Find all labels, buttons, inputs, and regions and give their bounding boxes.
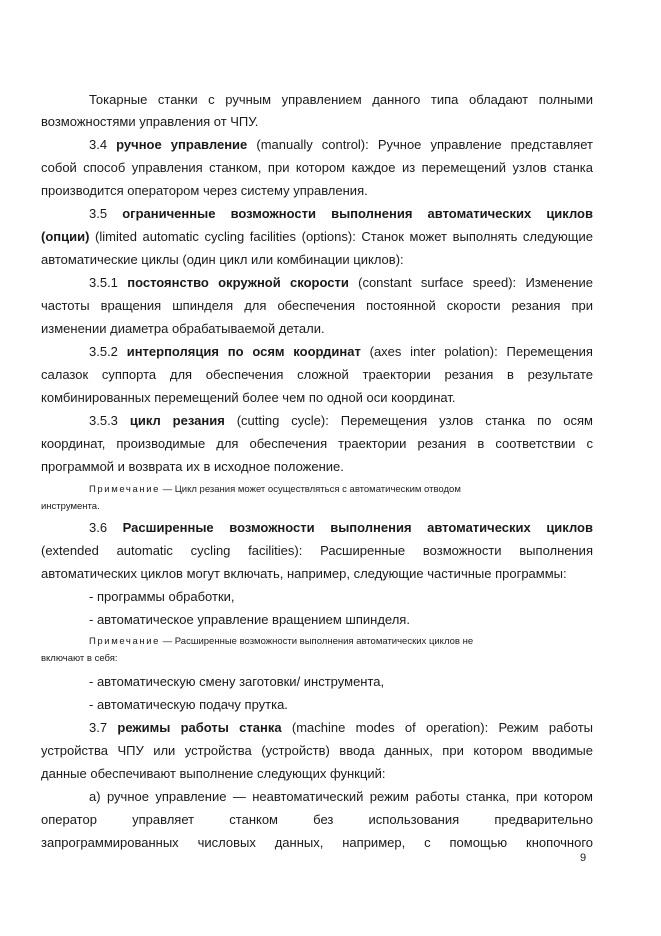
paragraph-line: возможностями управления от ЧПУ.: [41, 114, 259, 129]
note-line1: [89, 484, 593, 496]
section-number: 3.7: [89, 720, 108, 735]
note-text: — Цикл резания может осуществляться с автоматическим отводом: [162, 484, 461, 495]
section-3-5-line1: [89, 206, 593, 222]
paragraph-line: автоматических циклов могут включать, например, следующие частичные программы:: [41, 566, 567, 581]
note-label: Примечание: [89, 636, 160, 647]
paragraph-line: комбинированных перемещений более чем по одной оси координат.: [41, 390, 456, 405]
term: постоянство окружной скорости: [127, 275, 349, 290]
list-item: - автоматическую смену заготовки/ инструмента,: [89, 674, 385, 689]
section-3-5-2-line1: [89, 344, 593, 360]
paragraph-line: программой и возврата их в исходное положение.: [41, 459, 344, 474]
section-number: 3.5.1: [89, 275, 118, 290]
paragraph-line: запрограммированных числовых данных, например, с помощью кнопочного: [41, 835, 593, 850]
paragraph-line: устройства ЧПУ или устройства (устройств) ввода данных, при котором вводимые: [41, 743, 593, 758]
paragraph-line: (extended automatic cycling facilities): Расширенные возможности выполнения: [41, 543, 593, 558]
paragraph-line: собой способ управления станком, при котором каждое из перемещений узлов станка: [41, 160, 593, 175]
section-3-4-line1: [89, 137, 593, 153]
note-label: Примечание: [89, 484, 160, 495]
section-number: 3.5: [89, 206, 108, 221]
section-number: 3.5.2: [89, 344, 118, 359]
term-definition: (manually control): Ручное управление представляет: [256, 137, 593, 152]
paragraph-line: производится оператором через систему управления.: [41, 183, 368, 198]
term-definition: (cutting cycle): Перемещения узлов станка по осям: [236, 413, 593, 428]
section-3-5-line2: [41, 229, 593, 245]
term: цикл резания: [129, 413, 225, 428]
section-3-5-1-line1: [89, 275, 593, 291]
list-item: - программы обработки,: [89, 589, 235, 604]
note-line1: [89, 636, 593, 648]
paragraph-line: изменении диаметра обрабатываемой детали.: [41, 321, 325, 336]
section-3-5-3-line1: [89, 413, 593, 429]
section-number: 3.5.3: [89, 413, 118, 428]
page-number: 9: [580, 852, 587, 864]
section-3-6-line1: [89, 520, 593, 536]
term: (опции): [41, 229, 90, 244]
term-definition: (axes inter polation): Перемещения: [369, 344, 593, 359]
note-line2: инструмента.: [41, 501, 100, 512]
paragraph-line: Токарные станки с ручным управлением данного типа обладают полными: [89, 92, 593, 107]
term-definition: (machine modes of operation): Режим работы: [291, 720, 593, 735]
paragraph-line: салазок суппорта для обеспечения сложной траектории резания в результате: [41, 367, 593, 382]
paragraph-line: частоты вращения шпинделя для обеспечения постоянной скорости резания при: [41, 298, 593, 313]
list-item: - автоматическое управление вращением шпинделя.: [89, 612, 410, 627]
note-line2: включают в себя:: [41, 653, 118, 664]
term: Расширенные возможности выполнения автоматических циклов: [122, 520, 593, 535]
section-number: 3.6: [89, 520, 108, 535]
term-definition: (limited automatic cycling facilities (options): Станок может выполнять следующие: [95, 229, 593, 244]
term: интерполяция по осям координат: [126, 344, 361, 359]
term: режимы работы станка: [117, 720, 282, 735]
section-number: 3.4: [89, 137, 108, 152]
paragraph-line: а) ручное управление — неавтоматический режим работы станка, при котором: [89, 789, 593, 804]
list-item: - автоматическую подачу прутка.: [89, 697, 288, 712]
section-3-7-line1: [89, 720, 593, 736]
term: ограниченные возможности выполнения автоматических циклов: [122, 206, 593, 221]
paragraph-line: оператор управляет станком без использования предварительно: [41, 812, 593, 827]
paragraph-line: координат, производимые для обеспечения траектории резания в соответствии с: [41, 436, 593, 451]
paragraph-line: автоматические циклы (один цикл или комбинации циклов):: [41, 252, 404, 267]
term-definition: (constant surface speed): Изменение: [358, 275, 593, 290]
note-text: — Расширенные возможности выполнения автоматических циклов не: [162, 636, 474, 647]
term: ручное управление: [116, 137, 248, 152]
paragraph-line: данные обеспечивают выполнение следующих функций:: [41, 766, 386, 781]
